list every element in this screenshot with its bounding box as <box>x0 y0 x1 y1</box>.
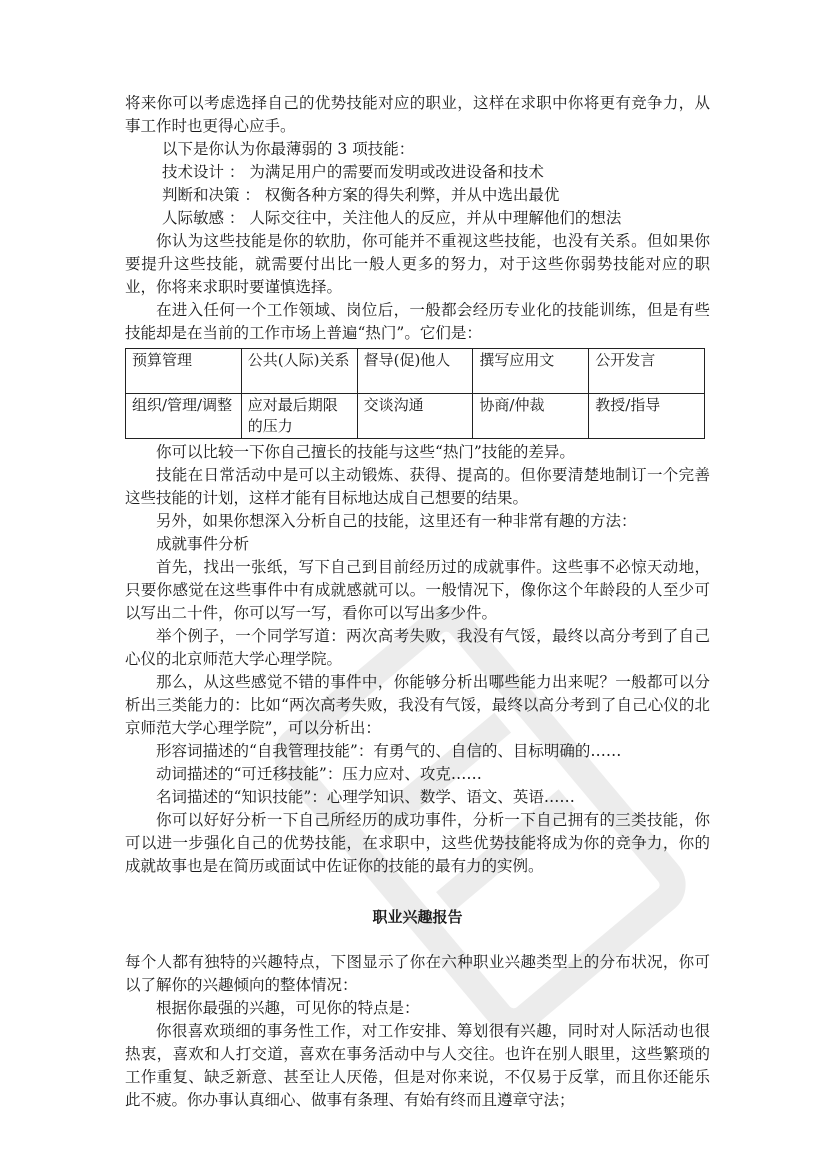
table-cell: 撰写应用文 <box>473 349 589 394</box>
table-cell: 应对最后期限的压力 <box>241 394 357 439</box>
paragraph: 首先，找出一张纸，写下自己到目前经历过的成就事件。这些事不必惊天动地，只要你感觉在这些事件中有成就感就可以。一般情况下，像你这个年龄段的人至少可以写出二十件，你可以写一写，看你可以写出多少件。 <box>125 558 710 622</box>
table-cell: 公共(人际)关系 <box>241 349 357 394</box>
paragraph: 以下是你认为你最薄弱的 3 项技能： <box>162 140 415 158</box>
paragraph: 你可以好好分析一下自己所经历的成功事件，分析一下自己拥有的三类技能，你可以进一步强化自己的优势技能，在求职中，这些优势技能将成为你的竞争力，你的成就故事也是在简历或面试中佐证你的技能的最有力的实例。 <box>125 811 710 875</box>
subheading: 成就事件分析 <box>156 535 250 553</box>
paragraph: 举个例子，一个同学写道：两次高考失败，我没有气馁，最终以高分考到了自己心仪的北京师范大学心理学院。 <box>125 627 710 668</box>
table-cell: 组织/管理/调整 <box>126 394 242 439</box>
table-cell: 督导(促)他人 <box>357 349 473 394</box>
table-cell: 协商/仲裁 <box>473 394 589 439</box>
table-row <box>126 349 705 394</box>
paragraph: 你可以比较一下你自己擅长的技能与这些“热门”技能的差异。 <box>156 443 575 461</box>
weak-skill-item: 技术设计 ： 为满足用户的需要而发明或改进设备和技术 <box>162 163 544 181</box>
weak-skill-item: 人际敏感 ： 人际交往中，关注他人的反应，并从中理解他们的想法 <box>162 209 622 227</box>
skill-type-item: 动词描述的“可迁移技能”：压力应对、攻克…… <box>156 765 482 783</box>
section-title: 职业兴趣报告 <box>372 908 463 926</box>
paragraph: 技能在日常活动中是可以主动锻炼、获得、提高的。但你要清楚地制订一个完善这些技能的计划，这样才能有目标地达成自己想要的结果。 <box>125 466 710 507</box>
paragraph: 每个人都有独特的兴趣特点，下图显示了你在六种职业兴趣类型上的分布状况，你可以了解你的兴趣倾向的整体情况： <box>125 953 710 994</box>
paragraph: 根据你最强的兴趣，可见你的特点是： <box>156 999 420 1017</box>
skill-type-item: 形容词描述的“自我管理技能”：有勇气的、自信的、目标明确的…… <box>156 742 622 760</box>
weak-skill-item: 判断和决策 ： 权衡各种方案的得失利弊，并从中选出最优 <box>162 186 560 204</box>
table-cell: 公开发言 <box>589 349 705 394</box>
paragraph: 你认为这些技能是你的软肋，你可能并不重视这些技能，也没有关系。但如果你要提升这些技能，就需要付出比一般人更多的努力，对于这些你弱势技能对应的职业，你将来求职时要谨慎选择。 <box>125 232 710 296</box>
paragraph: 在进入任何一个工作领域、岗位后，一般都会经历专业化的技能训练，但是有些技能却是在当前的工作市场上普遍“热门”。它们是： <box>125 301 710 342</box>
document-body <box>125 92 710 1112</box>
table-cell: 交谈沟通 <box>357 394 473 439</box>
paragraph: 你很喜欢琐细的事务性工作，对工作安排、筹划很有兴趣，同时对人际活动也很热衷，喜欢和人打交道，喜欢在事务活动中与人交往。也许在别人眼里，这些繁琐的工作重复、缺乏新意、甚至让人厌倦，但是对你来说，不仅易于反掌，而且你还能乐此不疲。你办事认真细心、做事有条理、有始有终而且遵章守法； <box>125 1022 710 1109</box>
table-cell: 预算管理 <box>126 349 242 394</box>
paragraph: 另外，如果你想深入分析自己的技能，这里还有一种非常有趣的方法： <box>156 512 637 530</box>
table-row <box>126 394 705 439</box>
skill-type-item: 名词描述的“知识技能”：心理学知识、数学、语文、英语…… <box>156 788 575 806</box>
table-cell: 教授/指导 <box>589 394 705 439</box>
paragraph: 那么，从这些感觉不错的事件中，你能够分析出哪些能力出来呢？一般都可以分析出三类能力的：比如“两次高考失败，我没有气馁，最终以高分考到了自己心仪的北京师范大学心理学院”，可以分析出： <box>125 673 710 737</box>
hot-skills-table <box>125 348 705 439</box>
paragraph: 将来你可以考虑选择自己的优势技能对应的职业，这样在求职中你将更有竞争力，从事工作时也更得心应手。 <box>125 94 710 135</box>
